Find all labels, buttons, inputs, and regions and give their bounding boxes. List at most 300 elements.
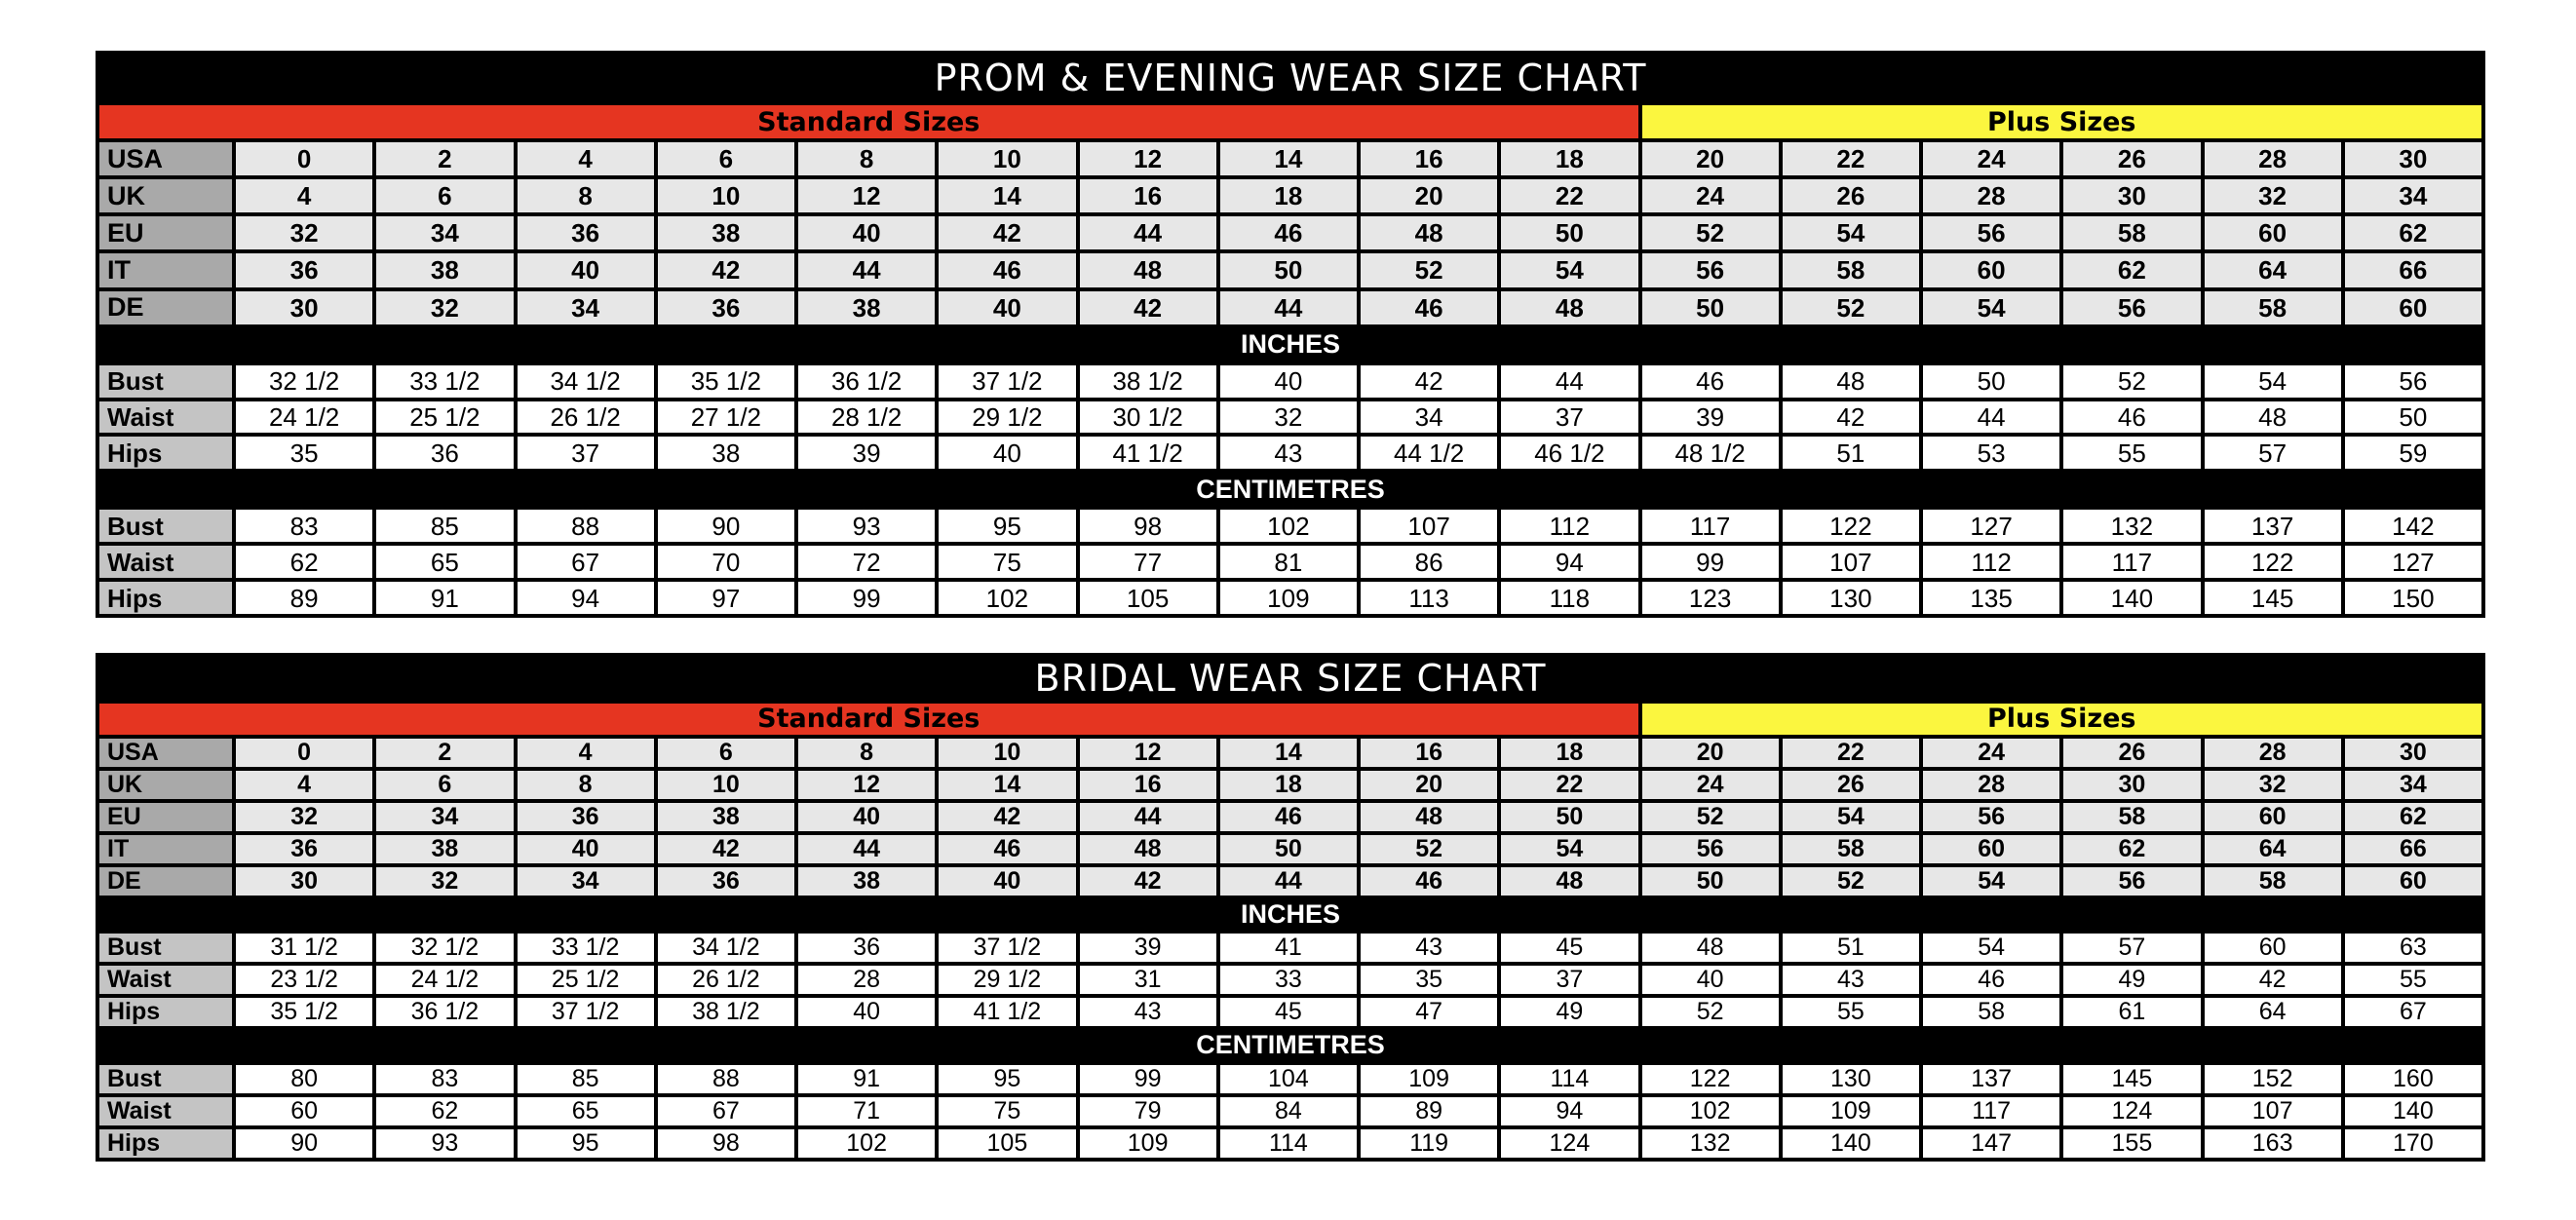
size-cell: 16 <box>1361 142 1497 175</box>
size-cell: 36 1/2 <box>376 998 513 1026</box>
size-cell: 98 <box>658 1129 794 1158</box>
size-cell: 93 <box>798 510 935 542</box>
size-cell: 44 <box>1501 365 1637 398</box>
size-cell: 46 1/2 <box>1501 437 1637 469</box>
size-cell: 97 <box>658 582 794 614</box>
size-cell: 20 <box>1642 142 1779 175</box>
size-cell: 58 <box>1783 253 1919 286</box>
size-cell: 99 <box>1642 546 1779 578</box>
size-cell: 55 <box>2345 966 2481 994</box>
size-cell: 24 1/2 <box>376 966 513 994</box>
size-cell: 75 <box>939 546 1075 578</box>
size-cell: 55 <box>2063 437 2200 469</box>
size-cell: 85 <box>518 1065 654 1093</box>
size-cell: 44 <box>1923 401 2059 434</box>
size-cell: 32 1/2 <box>236 365 372 398</box>
size-cell: 79 <box>1080 1097 1216 1125</box>
plus-sizes-header: Plus Sizes <box>1642 105 2482 138</box>
size-cell: 45 <box>1220 998 1357 1026</box>
size-cell: 26 1/2 <box>518 401 654 434</box>
cm-row <box>99 1097 2481 1125</box>
size-cell: 46 <box>2063 401 2200 434</box>
size-row <box>99 216 2481 249</box>
size-cell: 72 <box>798 546 935 578</box>
size-cell: 32 <box>376 867 513 896</box>
size-cell: 2 <box>376 739 513 767</box>
size-cell: 54 <box>1923 867 2059 896</box>
row-label: Hips <box>99 998 232 1026</box>
size-cell: 83 <box>236 510 372 542</box>
size-cell: 54 <box>1783 803 1919 831</box>
size-cell: 50 <box>1220 835 1357 863</box>
row-label: Hips <box>99 582 232 614</box>
size-cell: 22 <box>1501 771 1637 799</box>
chart-title: PROM & EVENING WEAR SIZE CHART <box>934 57 1647 99</box>
size-cell: 20 <box>1642 739 1779 767</box>
size-table <box>96 51 2485 618</box>
size-cell: 55 <box>1783 998 1919 1026</box>
size-cell: 44 <box>1080 216 1216 249</box>
size-cell: 130 <box>1783 1065 1919 1093</box>
size-cell: 150 <box>2345 582 2481 614</box>
size-cell: 53 <box>1923 437 2059 469</box>
size-cell: 66 <box>2345 835 2481 863</box>
size-cell: 43 <box>1783 966 1919 994</box>
size-cell: 34 <box>1361 401 1497 434</box>
size-cell: 107 <box>1361 510 1497 542</box>
size-cell: 147 <box>1923 1129 2059 1158</box>
size-cell: 127 <box>1923 510 2059 542</box>
size-cell: 34 1/2 <box>518 365 654 398</box>
size-cell: 30 <box>2345 739 2481 767</box>
size-cell: 30 <box>236 867 372 896</box>
size-cell: 26 <box>1783 771 1919 799</box>
size-cell: 6 <box>376 771 513 799</box>
size-cell: 14 <box>1220 142 1357 175</box>
size-cell: 56 <box>2063 291 2200 324</box>
size-cell: 36 <box>518 803 654 831</box>
size-cell: 18 <box>1501 739 1637 767</box>
size-cell: 52 <box>1642 998 1779 1026</box>
size-cell: 28 <box>2205 739 2341 767</box>
size-cell: 43 <box>1080 998 1216 1026</box>
size-cell: 35 1/2 <box>658 365 794 398</box>
size-cell: 54 <box>1923 934 2059 962</box>
size-cell: 30 <box>236 291 372 324</box>
group-header-row <box>99 704 2481 734</box>
size-cell: 58 <box>2063 803 2200 831</box>
size-cell: 46 <box>1642 365 1779 398</box>
size-cell: 60 <box>2205 934 2341 962</box>
size-row <box>99 291 2481 324</box>
size-cell: 34 <box>518 867 654 896</box>
size-cell: 6 <box>658 739 794 767</box>
size-cell: 91 <box>376 582 513 614</box>
size-cell: 14 <box>1220 739 1357 767</box>
size-cell: 52 <box>1783 291 1919 324</box>
row-label: DE <box>99 291 232 324</box>
size-cell: 35 <box>1361 966 1497 994</box>
row-label: Bust <box>99 934 232 962</box>
size-cell: 99 <box>1080 1065 1216 1093</box>
size-cell: 12 <box>798 771 935 799</box>
row-label: IT <box>99 253 232 286</box>
size-cell: 30 <box>2063 179 2200 212</box>
size-cell: 37 1/2 <box>939 365 1075 398</box>
size-cell: 38 1/2 <box>1080 365 1216 398</box>
size-cell: 18 <box>1501 142 1637 175</box>
size-cell: 107 <box>1783 546 1919 578</box>
size-cell: 60 <box>1923 253 2059 286</box>
size-cell: 0 <box>236 739 372 767</box>
size-cell: 51 <box>1783 437 1919 469</box>
size-cell: 32 <box>236 216 372 249</box>
size-cell: 99 <box>798 582 935 614</box>
size-cell: 62 <box>376 1097 513 1125</box>
prom-evening-size-chart <box>96 51 2485 618</box>
size-cell: 42 <box>1783 401 1919 434</box>
size-cell: 46 <box>1220 803 1357 831</box>
size-cell: 37 <box>1501 966 1637 994</box>
size-cell: 44 <box>798 253 935 286</box>
size-cell: 67 <box>658 1097 794 1125</box>
size-cell: 42 <box>658 835 794 863</box>
row-label: Waist <box>99 546 232 578</box>
cm-row <box>99 582 2481 614</box>
size-cell: 122 <box>2205 546 2341 578</box>
size-cell: 62 <box>2063 835 2200 863</box>
size-cell: 24 <box>1923 142 2059 175</box>
size-cell: 37 1/2 <box>518 998 654 1026</box>
size-cell: 52 <box>1642 803 1779 831</box>
inches-row <box>99 365 2481 398</box>
size-cell: 29 1/2 <box>939 401 1075 434</box>
group-header-row <box>99 105 2481 138</box>
size-cell: 10 <box>939 739 1075 767</box>
standard-sizes-header: Standard Sizes <box>99 704 1638 734</box>
size-cell: 102 <box>1642 1097 1779 1125</box>
size-cell: 71 <box>798 1097 935 1125</box>
size-cell: 25 1/2 <box>518 966 654 994</box>
size-cell: 4 <box>236 771 372 799</box>
size-cell: 132 <box>2063 510 2200 542</box>
size-cell: 40 <box>1220 365 1357 398</box>
inches-row <box>99 899 2481 930</box>
size-cell: 118 <box>1501 582 1637 614</box>
size-cell: 37 <box>1501 401 1637 434</box>
size-row <box>99 835 2481 863</box>
size-cell: 26 <box>1783 179 1919 212</box>
size-cell: 36 <box>236 253 372 286</box>
size-cell: 46 <box>1361 867 1497 896</box>
size-cell: 160 <box>2345 1065 2481 1093</box>
row-label: Waist <box>99 1097 232 1125</box>
size-cell: 46 <box>939 835 1075 863</box>
size-cell: 50 <box>1642 291 1779 324</box>
size-cell: 113 <box>1361 582 1497 614</box>
size-cell: 155 <box>2063 1129 2200 1158</box>
size-cell: 56 <box>1642 835 1779 863</box>
size-cell: 34 <box>2345 771 2481 799</box>
size-cell: 45 <box>1501 934 1637 962</box>
size-cell: 4 <box>236 179 372 212</box>
size-cell: 93 <box>376 1129 513 1158</box>
size-cell: 24 <box>1642 179 1779 212</box>
size-cell: 28 <box>1923 179 2059 212</box>
size-cell: 109 <box>1361 1065 1497 1093</box>
size-cell: 54 <box>1501 253 1637 286</box>
size-cell: 8 <box>518 771 654 799</box>
size-cell: 58 <box>2205 291 2341 324</box>
bridal-size-chart <box>96 653 2485 1162</box>
size-cell: 30 <box>2345 142 2481 175</box>
size-cell: 16 <box>1080 179 1216 212</box>
size-cell: 58 <box>2205 867 2341 896</box>
size-cell: 81 <box>1220 546 1357 578</box>
size-cell: 22 <box>1501 179 1637 212</box>
size-cell: 32 <box>236 803 372 831</box>
size-cell: 8 <box>798 739 935 767</box>
size-cell: 51 <box>1783 934 1919 962</box>
size-cell: 38 <box>376 835 513 863</box>
row-label: Waist <box>99 966 232 994</box>
row-label: UK <box>99 179 232 212</box>
size-cell: 24 1/2 <box>236 401 372 434</box>
size-cell: 34 <box>376 803 513 831</box>
size-cell: 75 <box>939 1097 1075 1125</box>
size-cell: 28 <box>2205 142 2341 175</box>
size-cell: 163 <box>2205 1129 2341 1158</box>
size-cell: 26 <box>2063 142 2200 175</box>
size-cell: 48 <box>1361 803 1497 831</box>
row-label: Hips <box>99 437 232 469</box>
size-cell: 62 <box>2063 253 2200 286</box>
size-cell: 33 1/2 <box>518 934 654 962</box>
chart-title: BRIDAL WEAR SIZE CHART <box>1034 657 1547 701</box>
size-cell: 49 <box>2063 966 2200 994</box>
size-cell: 62 <box>236 546 372 578</box>
size-cell: 56 <box>2345 365 2481 398</box>
size-cell: 40 <box>518 253 654 286</box>
size-cell: 34 <box>376 216 513 249</box>
title-row <box>99 657 2481 700</box>
inches-row <box>99 328 2481 362</box>
size-cell: 48 <box>2205 401 2341 434</box>
size-cell: 26 1/2 <box>658 966 794 994</box>
size-cell: 50 <box>1501 803 1637 831</box>
row-label: IT <box>99 835 232 863</box>
size-cell: 38 <box>798 291 935 324</box>
size-cell: 119 <box>1361 1129 1497 1158</box>
size-cell: 16 <box>1080 771 1216 799</box>
size-cell: 35 1/2 <box>236 998 372 1026</box>
size-cell: 25 1/2 <box>376 401 513 434</box>
size-row <box>99 803 2481 831</box>
size-cell: 37 1/2 <box>939 934 1075 962</box>
size-cell: 124 <box>1501 1129 1637 1158</box>
size-cell: 39 <box>1080 934 1216 962</box>
size-cell: 56 <box>1923 216 2059 249</box>
size-cell: 4 <box>518 739 654 767</box>
size-cell: 36 1/2 <box>798 365 935 398</box>
centimetres-label: CENTIMETRES <box>1196 1030 1385 1060</box>
size-cell: 67 <box>2345 998 2481 1026</box>
size-cell: 50 <box>1923 365 2059 398</box>
size-cell: 48 <box>1501 867 1637 896</box>
size-cell: 142 <box>2345 510 2481 542</box>
size-cell: 88 <box>518 510 654 542</box>
size-cell: 2 <box>376 142 513 175</box>
size-cell: 170 <box>2345 1129 2481 1158</box>
size-cell: 70 <box>658 546 794 578</box>
size-cell: 27 1/2 <box>658 401 794 434</box>
size-cell: 37 <box>518 437 654 469</box>
size-cell: 52 <box>2063 365 2200 398</box>
row-label: EU <box>99 803 232 831</box>
size-row <box>99 739 2481 767</box>
size-cell: 54 <box>2205 365 2341 398</box>
row-label: UK <box>99 771 232 799</box>
size-cell: 145 <box>2063 1065 2200 1093</box>
size-cell: 77 <box>1080 546 1216 578</box>
size-cell: 58 <box>1923 998 2059 1026</box>
size-cell: 22 <box>1783 739 1919 767</box>
size-cell: 84 <box>1220 1097 1357 1125</box>
size-cell: 127 <box>2345 546 2481 578</box>
size-cell: 38 <box>376 253 513 286</box>
size-cell: 40 <box>939 437 1075 469</box>
size-cell: 34 1/2 <box>658 934 794 962</box>
size-cell: 33 <box>1220 966 1357 994</box>
size-cell: 64 <box>2205 835 2341 863</box>
size-cell: 58 <box>1783 835 1919 863</box>
size-cell: 137 <box>2205 510 2341 542</box>
size-cell: 102 <box>798 1129 935 1158</box>
size-cell: 31 1/2 <box>236 934 372 962</box>
size-cell: 36 <box>658 291 794 324</box>
size-cell: 42 <box>939 216 1075 249</box>
size-cell: 56 <box>2063 867 2200 896</box>
size-cell: 10 <box>939 142 1075 175</box>
size-cell: 132 <box>1642 1129 1779 1158</box>
cm-row <box>99 1065 2481 1093</box>
size-cell: 89 <box>1361 1097 1497 1125</box>
size-cell: 137 <box>1923 1065 2059 1093</box>
size-cell: 105 <box>939 1129 1075 1158</box>
size-cell: 40 <box>798 216 935 249</box>
size-table <box>96 653 2485 1162</box>
size-cell: 124 <box>2063 1097 2200 1125</box>
size-cell: 109 <box>1220 582 1357 614</box>
size-cell: 50 <box>1220 253 1357 286</box>
size-cell: 36 <box>376 437 513 469</box>
inches-row <box>99 437 2481 469</box>
size-cell: 8 <box>798 142 935 175</box>
size-cell: 54 <box>1923 291 2059 324</box>
size-cell: 40 <box>939 867 1075 896</box>
size-cell: 62 <box>2345 803 2481 831</box>
size-cell: 28 <box>798 966 935 994</box>
size-cell: 117 <box>2063 546 2200 578</box>
size-cell: 12 <box>1080 142 1216 175</box>
size-cell: 58 <box>2063 216 2200 249</box>
size-cell: 114 <box>1220 1129 1357 1158</box>
size-cell: 102 <box>1220 510 1357 542</box>
size-cell: 46 <box>1220 216 1357 249</box>
size-cell: 48 <box>1080 835 1216 863</box>
size-cell: 52 <box>1642 216 1779 249</box>
size-cell: 46 <box>1923 966 2059 994</box>
size-cell: 6 <box>376 179 513 212</box>
inches-row <box>99 966 2481 994</box>
centimetres-label: CENTIMETRES <box>1196 474 1385 504</box>
size-cell: 48 <box>1361 216 1497 249</box>
size-cell: 94 <box>1501 546 1637 578</box>
size-cell: 140 <box>1783 1129 1919 1158</box>
size-cell: 38 <box>658 437 794 469</box>
size-cell: 109 <box>1783 1097 1919 1125</box>
size-cell: 38 1/2 <box>658 998 794 1026</box>
size-cell: 26 <box>2063 739 2200 767</box>
size-cell: 52 <box>1361 835 1497 863</box>
size-cell: 0 <box>236 142 372 175</box>
size-cell: 39 <box>1642 401 1779 434</box>
size-cell: 98 <box>1080 510 1216 542</box>
inches-label: INCHES <box>1240 329 1340 360</box>
size-cell: 63 <box>2345 934 2481 962</box>
size-cell: 135 <box>1923 582 2059 614</box>
size-cell: 145 <box>2205 582 2341 614</box>
size-cell: 48 <box>1783 365 1919 398</box>
size-cell: 16 <box>1361 739 1497 767</box>
size-cell: 14 <box>939 179 1075 212</box>
size-cell: 44 <box>798 835 935 863</box>
size-cell: 32 <box>1220 401 1357 434</box>
size-cell: 12 <box>798 179 935 212</box>
size-cell: 24 <box>1642 771 1779 799</box>
size-cell: 66 <box>2345 253 2481 286</box>
cm-row <box>99 1129 2481 1158</box>
size-cell: 123 <box>1642 582 1779 614</box>
size-row <box>99 179 2481 212</box>
size-cell: 48 <box>1501 291 1637 324</box>
row-label: Bust <box>99 510 232 542</box>
size-row <box>99 771 2481 799</box>
size-cell: 56 <box>1923 803 2059 831</box>
size-cell: 49 <box>1501 998 1637 1026</box>
size-cell: 52 <box>1783 867 1919 896</box>
standard-sizes-header: Standard Sizes <box>99 105 1638 138</box>
size-cell: 32 1/2 <box>376 934 513 962</box>
size-cell: 60 <box>2205 216 2341 249</box>
size-cell: 32 <box>2205 179 2341 212</box>
size-cell: 64 <box>2205 253 2341 286</box>
size-cell: 95 <box>939 510 1075 542</box>
size-cell: 41 1/2 <box>939 998 1075 1026</box>
size-cell: 43 <box>1361 934 1497 962</box>
row-label: Waist <box>99 401 232 434</box>
size-cell: 30 <box>2063 771 2200 799</box>
size-cell: 89 <box>236 582 372 614</box>
size-row <box>99 253 2481 286</box>
size-cell: 14 <box>939 771 1075 799</box>
row-label: Bust <box>99 365 232 398</box>
size-cell: 28 <box>1923 771 2059 799</box>
size-cell: 10 <box>658 179 794 212</box>
title-row <box>99 55 2481 101</box>
size-cell: 122 <box>1642 1065 1779 1093</box>
size-cell: 10 <box>658 771 794 799</box>
